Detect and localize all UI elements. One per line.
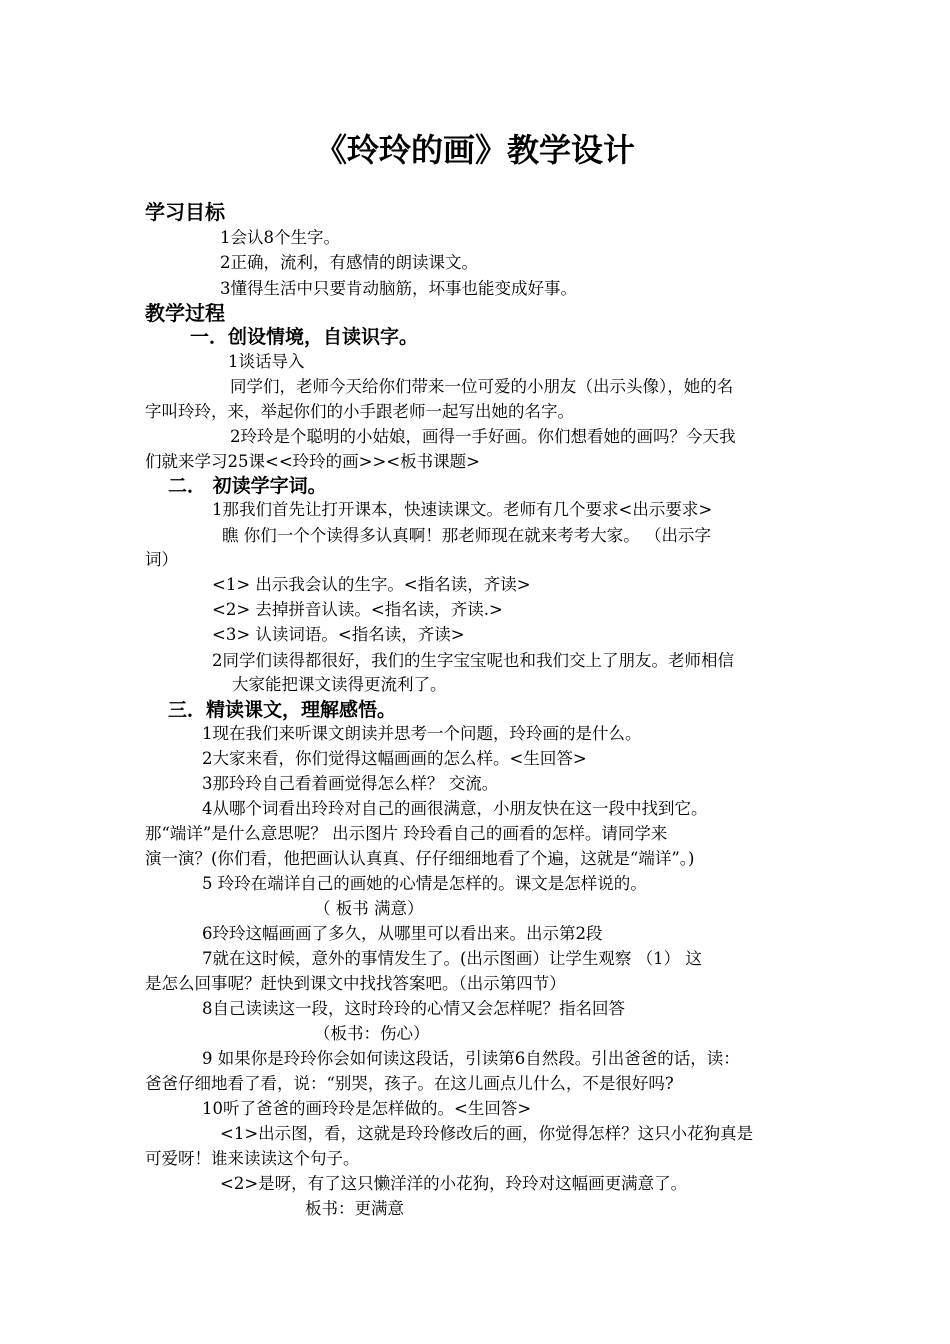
section-heading: 二． 初读学字词。	[168, 475, 327, 497]
goals-heading: 学习目标	[145, 200, 225, 224]
paragraph-line: <1> 出示我会认的生字。<指名读，齐读>	[212, 575, 531, 594]
paragraph-line: 6玲玲这幅画画了多久，从哪里可以看出来。出示第2段	[202, 924, 603, 943]
paragraph-line: <2>是呀，有了这只懒洋洋的小花狗，玲玲对这幅画更满意了。	[220, 1174, 688, 1193]
paragraph-line: 们就来学习25课<<玲玲的画>><板书课题>	[145, 452, 480, 471]
paragraph-line: 词）	[145, 550, 178, 569]
paragraph-line: 那“端详”是什么意思呢？ 出示图片 玲玲看自己的画看的怎样。请同学来	[145, 824, 668, 843]
process-heading: 教学过程	[145, 301, 225, 325]
paragraph-line: <3> 认读词语。<指名读，齐读>	[212, 625, 465, 644]
board-note: 板书：更满意	[305, 1199, 404, 1218]
paragraph-line: <2> 去掉拼音认读。<指名读，齐读.>	[212, 600, 503, 619]
board-note: （ 板书 满意）	[314, 899, 424, 918]
paragraph-line: 4从哪个词看出玲玲对自己的画很满意，小朋友快在这一段中找到它。	[202, 799, 708, 818]
paragraph-line: 爸爸仔细地看了看，说：“别哭，孩子。在这儿画点儿什么，不是很好吗?	[145, 1074, 674, 1093]
paragraph-line: 大家能把课文读得更流利了。	[232, 675, 447, 694]
paragraph-line: 2大家来看，你们觉得这幅画画的怎么样。<生回答>	[202, 749, 587, 768]
document-title: 《玲玲的画》教学设计	[314, 131, 635, 169]
paragraph-line: 2同学们读得都很好，我们的生字宝宝呢也和我们交上了朋友。老师相信	[212, 651, 734, 670]
paragraph-line: <1>出示图，看，这就是玲玲修改后的画，你觉得怎样？这只小花狗真是	[220, 1124, 754, 1143]
paragraph-line: 8自己读读这一段，这时玲玲的心情又会怎样呢？指名回答	[202, 999, 625, 1018]
board-note: （板书：伤心）	[314, 1024, 430, 1043]
paragraph-line: 1那我们首先让打开课本，快速读课文。老师有几个要求<出示要求>	[212, 500, 713, 519]
paragraph-line: 1谈话导入	[228, 352, 305, 371]
paragraph-line: 瞧 你们一个个读得多认真啊！那老师现在就来考考大家。 （出示字	[222, 526, 711, 545]
paragraph-line: 9 如果你是玲玲你会如何读这段话，引读第6自然段。引出爸爸的话，读：	[202, 1049, 740, 1068]
goal-item: 2正确，流利，有感情的朗读课文。	[220, 253, 478, 272]
goal-item: 3懂得生活中只要肯动脑筋，坏事也能变成好事。	[220, 279, 577, 298]
paragraph-line: 演一演？(你们看，他把画认认真真、仔仔细细地看了个遍，这就是“端详”。)	[145, 849, 695, 868]
paragraph-line: 是怎么回事呢？赶快到课文中找找答案吧。（出示第四节）	[145, 974, 566, 993]
paragraph-line: 3那玲玲自己看着画觉得怎么样？ 交流。	[202, 774, 499, 793]
paragraph-line: 2玲玲是个聪明的小姑娘，画得一手好画。你们想看她的画吗？今天我	[230, 427, 736, 446]
paragraph-line: 1现在我们来听课文朗读并思考一个问题，玲玲画的是什么。	[202, 724, 642, 743]
paragraph-line: 同学们，老师今天给你们带来一位可爱的小朋友（出示头像），她的名	[230, 377, 734, 396]
section-heading: 三．精读课文，理解感悟。	[168, 699, 397, 721]
paragraph-line: 10听了爸爸的画玲玲是怎样做的。<生回答>	[202, 1099, 532, 1118]
paragraph-line: 可爱呀！谁来读读这个句子。	[145, 1149, 360, 1168]
paragraph-line: 字叫玲玲，来，举起你们的小手跟老师一起写出她的名字。	[145, 402, 574, 421]
paragraph-line: 7就在这时候，意外的事情发生了。(出示图画）让学生观察 （1） 这	[202, 949, 702, 968]
paragraph-line: 5 玲玲在端详自己的画她的心情是怎样的。课文是怎样说的。	[202, 874, 647, 893]
section-heading: 一．创设情境，自读识字。	[190, 326, 419, 348]
goal-item: 1会认8个生字。	[220, 228, 340, 247]
